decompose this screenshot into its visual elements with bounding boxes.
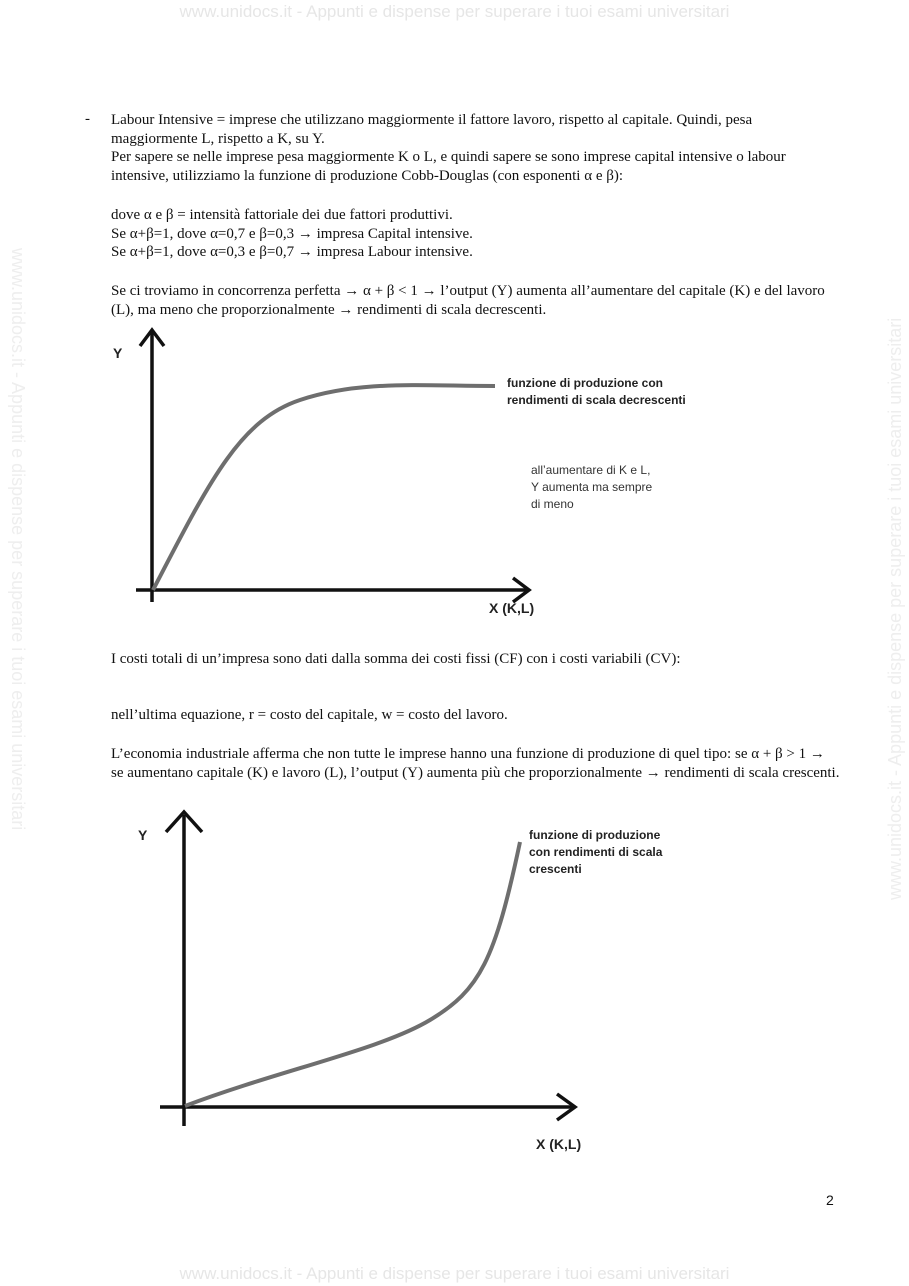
note-line-3: di meno [531, 497, 574, 511]
x-axis-label: X (K,L) [489, 600, 535, 616]
page-number: 2 [826, 1192, 834, 1208]
left-side-watermark: www.unidocs.it - Appunti e dispense per superare i tuoi esami universitari [8, 248, 28, 831]
x-axis-label: X (K,L) [536, 1136, 582, 1152]
y-axis-label: Y [138, 827, 148, 843]
production-curve-decreasing [153, 385, 495, 590]
curve-label-line-1: funzione di produzione [529, 828, 661, 842]
production-curve-increasing [185, 842, 520, 1106]
paragraph-increasing-returns: L’economia industriale afferma che non tutte le imprese hanno una funzione di produzione di quel tipo: se α + β > 1 → se aumentano capitale (K) e lavoro (L), l’output (Y) aumenta più che proporzionalmente → rendimenti di scala crescenti. [111, 746, 840, 781]
header-watermark: www.unidocs.it - Appunti e dispense per superare i tuoi esami universitari [179, 2, 730, 21]
paragraph-total-costs: I costi totali di un’impresa sono dati dalla somma dei costi fissi (CF) con i costi variabili (CV): [111, 651, 681, 667]
decreasing-returns-chart [0, 320, 909, 620]
curve-label-line-2: rendimenti di scala decrescenti [507, 393, 686, 407]
paragraph-decreasing-returns: Se ci troviamo in concorrenza perfetta → α + β < 1 → l’output (Y) aumenta all’aumentare del capitale (K) e del lavoro (L), ma meno che proporzionalmente → rendimenti di scala decrescenti. [111, 283, 825, 318]
right-side-watermark: www.unidocs.it - Appunti e dispense per superare i tuoi esami universitari [885, 317, 905, 900]
list-bullet: - [85, 111, 90, 127]
footer-watermark: www.unidocs.it - Appunti e dispense per superare i tuoi esami universitari [179, 1264, 730, 1283]
paragraph-labour-intensive: Labour Intensive = imprese che utilizzano maggiormente il fattore lavoro, rispetto al capitale. Quindi, pesa maggiormente L, rispetto a K, su Y. [111, 112, 753, 147]
increasing-returns-chart [0, 800, 909, 1160]
y-axis-label: Y [113, 345, 123, 361]
paragraph-factor-intensity: dove α e β = intensità fattoriale dei due fattori produttivi. [111, 207, 453, 223]
paragraph-cost-definitions: nell’ultima equazione, r = costo del capitale, w = costo del lavoro. [111, 707, 508, 723]
paragraph-cobb-douglas: Per sapere se nelle imprese pesa maggiormente K o L, e quindi sapere se sono imprese capital intensive o labour intensive, utilizziamo la funzione di produzione Cobb-Douglas (con esponenti α e β): [111, 149, 786, 184]
curve-label-line-3: crescenti [529, 862, 582, 876]
paragraph-labour-intensive-case: Se α+β=1, dove α=0,3 e β=0,7 → impresa Labour intensive. [111, 244, 473, 260]
paragraph-capital-intensive: Se α+β=1, dove α=0,7 e β=0,3 → impresa Capital intensive. [111, 226, 473, 242]
curve-label-line-1: funzione di produzione con [507, 376, 663, 390]
note-line-2: Y aumenta ma sempre [531, 480, 653, 494]
note-line-1: all’aumentare di K e L, [531, 463, 651, 477]
curve-label-line-2: con rendimenti di scala [529, 845, 663, 859]
